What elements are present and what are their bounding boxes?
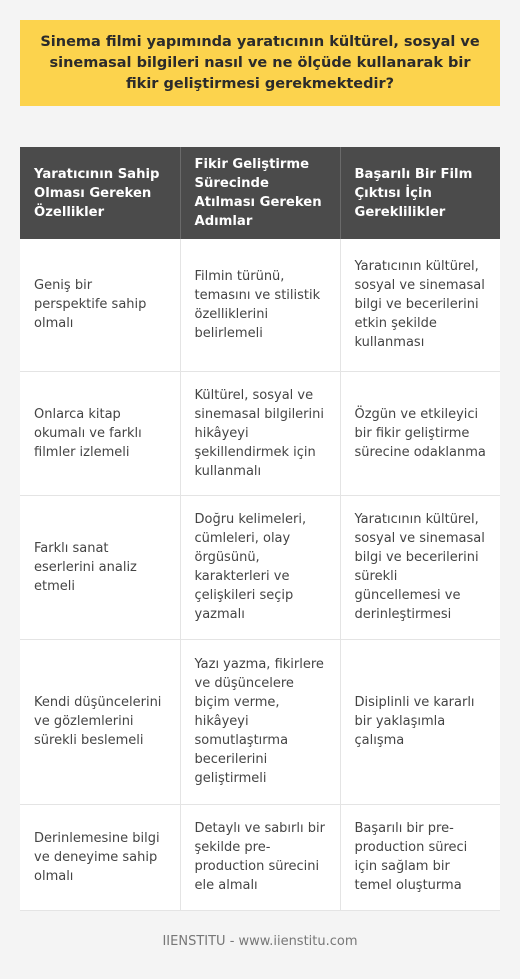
column-header: Başarılı Bir Film Çıktısı İçin Gereklilikler [340,147,500,239]
table-cell: Onlarca kitap okumalı ve farklı filmler izlemeli [20,371,180,495]
table-cell: Yazı yazma, fikirlere ve düşüncelere biçim verme, hikâyeyi somutlaştırma becerilerini geliştirmeli [180,639,340,804]
table-cell: Detaylı ve sabırlı bir şekilde pre-production sürecini ele almalı [180,804,340,910]
table-cell: Kendi düşüncelerini ve gözlemlerini sürekli beslemeli [20,639,180,804]
comparison-table [20,147,500,911]
table-cell: Özgün ve etkileyici bir fikir geliştirme sürecine odaklanma [340,371,500,495]
table-cell: Derinlemesine bilgi ve deneyime sahip olmalı [20,804,180,910]
page-title: Sinema filmi yapımında yaratıcının kültürel, sosyal ve sinemasal bilgileri nasıl ve ne ölçüde kullanarak bir fikir geliştirmesi gerekmektedir? [40,33,480,92]
title-banner [20,20,500,106]
table-cell: Başarılı bir pre-production süreci için sağlam bir temel oluşturma [340,804,500,910]
column-header: Fikir Geliştirme Sürecinde Atılması Gereken Adımlar [180,147,340,239]
table-row [20,639,500,804]
table-cell: Yaratıcının kültürel, sosyal ve sinemasal bilgi ve becerilerini sürekli güncellemesi ve derinleştirmesi [340,495,500,639]
table-row [20,804,500,910]
table-row [20,239,500,371]
table-cell: Kültürel, sosyal ve sinemasal bilgilerini hikâyeyi şekillendirmek için kullanmalı [180,371,340,495]
table-cell: Disiplinli ve kararlı bir yaklaşımla çalışma [340,639,500,804]
table-cell: Farklı sanat eserlerini analiz etmeli [20,495,180,639]
table-row [20,371,500,495]
table-cell: Filmin türünü, temasını ve stilistik özelliklerini belirlemeli [180,239,340,371]
table-cell: Geniş bir perspektife sahip olmalı [20,239,180,371]
column-header: Yaratıcının Sahip Olması Gereken Özellikler [20,147,180,239]
footer-credit: IIENSTITU - www.iienstitu.com [162,934,358,949]
table-cell: Doğru kelimeleri, cümleleri, olay örgüsünü, karakterleri ve çelişkileri seçip yazmalı [180,495,340,639]
table-header-row [20,147,500,239]
table-row [20,495,500,639]
table-cell: Yaratıcının kültürel, sosyal ve sinemasal bilgi ve becerilerini etkin şekilde kullanması [340,239,500,371]
